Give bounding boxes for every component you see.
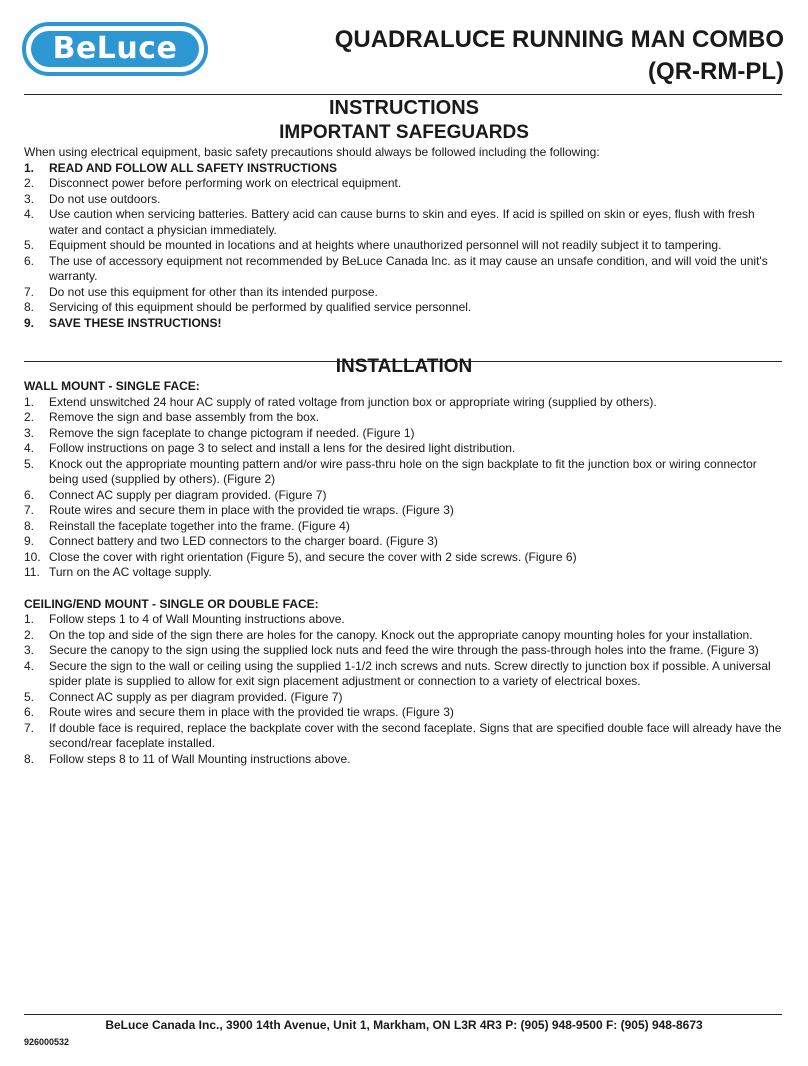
safeguards-section	[24, 96, 784, 331]
list-item-number: 7.	[24, 284, 35, 299]
list-item	[24, 316, 784, 332]
wall-mount-steps	[24, 395, 784, 581]
installation-heading: INSTALLATION	[335, 356, 473, 377]
list-item-number: 1.	[24, 394, 35, 409]
list-item-number: 2.	[24, 627, 35, 642]
list-item	[24, 426, 784, 442]
list-item-number: 5.	[24, 689, 35, 704]
ceiling-mount-heading: CEILING/END MOUNT - SINGLE OR DOUBLE FACE:	[24, 596, 319, 611]
list-item-text: If double face is required, replace the backplate cover with the second faceplate. Signs that are specified double face will already have the second/rear faceplate installed.	[49, 720, 782, 750]
list-item	[24, 503, 784, 519]
list-item	[24, 410, 784, 426]
list-item	[24, 207, 784, 238]
list-item-text: Do not use this equipment for other than its intended purpose.	[49, 284, 378, 299]
list-item	[24, 395, 784, 411]
list-item	[24, 565, 784, 581]
list-item-text: READ AND FOLLOW ALL SAFETY INSTRUCTIONS	[49, 160, 337, 175]
list-item	[24, 721, 784, 752]
list-item-number: 1.	[24, 612, 35, 626]
list-item-number: 7.	[24, 503, 35, 517]
list-item	[24, 285, 784, 301]
list-item-text: On the top and side of the sign there are holes for the canopy. Knock out the appropriate canopy mounting holes for your installation.	[49, 627, 753, 642]
list-item-text: Connect AC supply as per diagram provided. (Figure 7)	[49, 689, 343, 704]
list-item	[24, 612, 784, 628]
list-item-number: 4.	[24, 441, 35, 455]
ceiling-mount-steps	[24, 612, 784, 767]
list-item-text: SAVE THESE INSTRUCTIONS!	[49, 315, 222, 330]
list-item-number: 3.	[24, 191, 35, 206]
safeguards-list	[24, 161, 784, 332]
list-item	[24, 643, 784, 659]
list-item-number: 1.	[24, 160, 35, 175]
list-item-number: 6.	[24, 705, 35, 719]
list-item	[24, 519, 784, 535]
list-item	[24, 161, 784, 177]
list-item-number: 9.	[24, 315, 35, 330]
list-item-number: 11.	[24, 565, 40, 579]
list-item-number: 8.	[24, 518, 35, 533]
instructions-heading: INSTRUCTIONS	[329, 97, 479, 119]
list-item-text: Secure the sign to the wall or ceiling using the supplied 1-1/2 inch screws and nuts. Screw directly to junction box if possible. A universal spider plate is supplied to allow for exit sign placement adjustment or connection to a variety of electrical boxes.	[49, 658, 771, 688]
safeguards-heading: IMPORTANT SAFEGUARDS	[279, 122, 529, 143]
list-item-text: Close the cover with right orientation (Figure 5), and secure the cover with 2 side screws. (Figure 6)	[49, 549, 577, 564]
list-item-text: Disconnect power before performing work on electrical equipment.	[49, 176, 402, 190]
list-item-number: 8.	[24, 300, 35, 314]
footer-divider	[24, 1014, 782, 1015]
document-title-line2: (QR-RM-PL)	[648, 58, 784, 85]
wall-mount-heading: WALL MOUNT - SINGLE FACE:	[24, 379, 200, 393]
list-item-number: 2.	[24, 176, 35, 190]
list-item	[24, 752, 784, 768]
brand-logo	[22, 22, 208, 76]
list-item-text: Connect AC supply per diagram provided. (Figure 7)	[49, 487, 327, 502]
list-item-text: Follow steps 8 to 11 of Wall Mounting instructions above.	[49, 751, 351, 766]
list-item	[24, 254, 784, 285]
list-item-number: 5.	[24, 238, 35, 252]
list-item-text: Route wires and secure them in place with the provided tie wraps. (Figure 3)	[49, 503, 454, 517]
list-item-text: Do not use outdoors.	[49, 191, 161, 206]
list-item-number: 3.	[24, 643, 35, 657]
list-item-text: Equipment should be mounted in locations and at heights where unauthorized personnel will not readily subject it to tampering.	[49, 238, 722, 252]
list-item-text: Knock out the appropriate mounting pattern and/or wire pass-thru hole on the sign backplate to fit the junction box or wiring connector being used (supplied by others). (Figure 2)	[49, 456, 757, 486]
list-item	[24, 192, 784, 208]
list-item-text: Turn on the AC voltage supply.	[49, 565, 212, 579]
list-item-text: Extend unswitched 24 hour AC supply of rated voltage from junction box or appropriate wiring (supplied by others).	[49, 394, 657, 409]
header-divider	[24, 94, 782, 95]
list-item	[24, 534, 784, 550]
list-item-text: Remove the sign and base assembly from the box.	[49, 410, 320, 424]
list-item-text: The use of accessory equipment not recommended by BeLuce Canada Inc. as it may cause an unsafe condition, and will void the unit's warranty.	[49, 253, 768, 283]
list-item-text: Reinstall the faceplate together into the frame. (Figure 4)	[49, 518, 350, 533]
list-item-number: 6.	[24, 487, 35, 502]
list-item-text: Servicing of this equipment should be performed by qualified service personnel.	[49, 300, 472, 314]
brand-logo-badge	[31, 31, 199, 67]
list-item	[24, 659, 784, 690]
list-item	[24, 705, 784, 721]
document-title-line1: QUADRALUCE RUNNING MAN COMBO	[334, 26, 784, 53]
safeguards-intro: When using electrical equipment, basic safety precautions should always be followed including the following:	[24, 145, 600, 159]
list-item	[24, 550, 784, 566]
list-item-number: 10.	[24, 549, 41, 564]
list-item-number: 4.	[24, 207, 35, 221]
document-body	[24, 96, 784, 767]
document-title	[335, 24, 784, 88]
brand-logo-text: BeLuce	[52, 31, 178, 66]
list-item	[24, 690, 784, 706]
list-item-number: 5.	[24, 456, 35, 471]
list-item-text: Connect battery and two LED connectors to the charger board. (Figure 3)	[49, 534, 438, 548]
list-item-number: 2.	[24, 410, 35, 424]
list-item	[24, 238, 784, 254]
list-item-text: Remove the sign faceplate to change pictogram if needed. (Figure 1)	[49, 425, 415, 440]
list-item	[24, 457, 784, 488]
list-item-text: Use caution when servicing batteries. Battery acid can cause burns to skin and eyes. If acid is spilled on skin or eyes, flush with fresh water and contact a physician immediately.	[49, 207, 755, 237]
list-item	[24, 488, 784, 504]
company-address: BeLuce Canada Inc., 3900 14th Avenue, Unit 1, Markham, ON L3R 4R3 P: (905) 948-9500 F: (905) 948-8673	[105, 1018, 703, 1032]
list-item-number: 4.	[24, 658, 35, 673]
list-item-text: Secure the canopy to the sign using the supplied lock nuts and feed the wire through the pass-through holes into the frame. (Figure 3)	[49, 643, 759, 657]
list-item-text: Route wires and secure them in place with the provided tie wraps. (Figure 3)	[49, 705, 454, 719]
list-item-text: Follow instructions on page 3 to select and install a lens for the desired light distribution.	[49, 441, 516, 455]
list-item-number: 9.	[24, 534, 35, 548]
installation-section	[24, 355, 784, 767]
list-item-number: 7.	[24, 720, 35, 735]
list-item	[24, 176, 784, 192]
list-item	[24, 300, 784, 316]
list-item-number: 8.	[24, 751, 35, 766]
list-item	[24, 628, 784, 644]
list-item	[24, 441, 784, 457]
document-number: 926000532	[24, 1037, 70, 1047]
list-item-number: 6.	[24, 253, 35, 268]
list-item-number: 3.	[24, 425, 35, 440]
list-item-text: Follow steps 1 to 4 of Wall Mounting instructions above.	[49, 612, 345, 626]
